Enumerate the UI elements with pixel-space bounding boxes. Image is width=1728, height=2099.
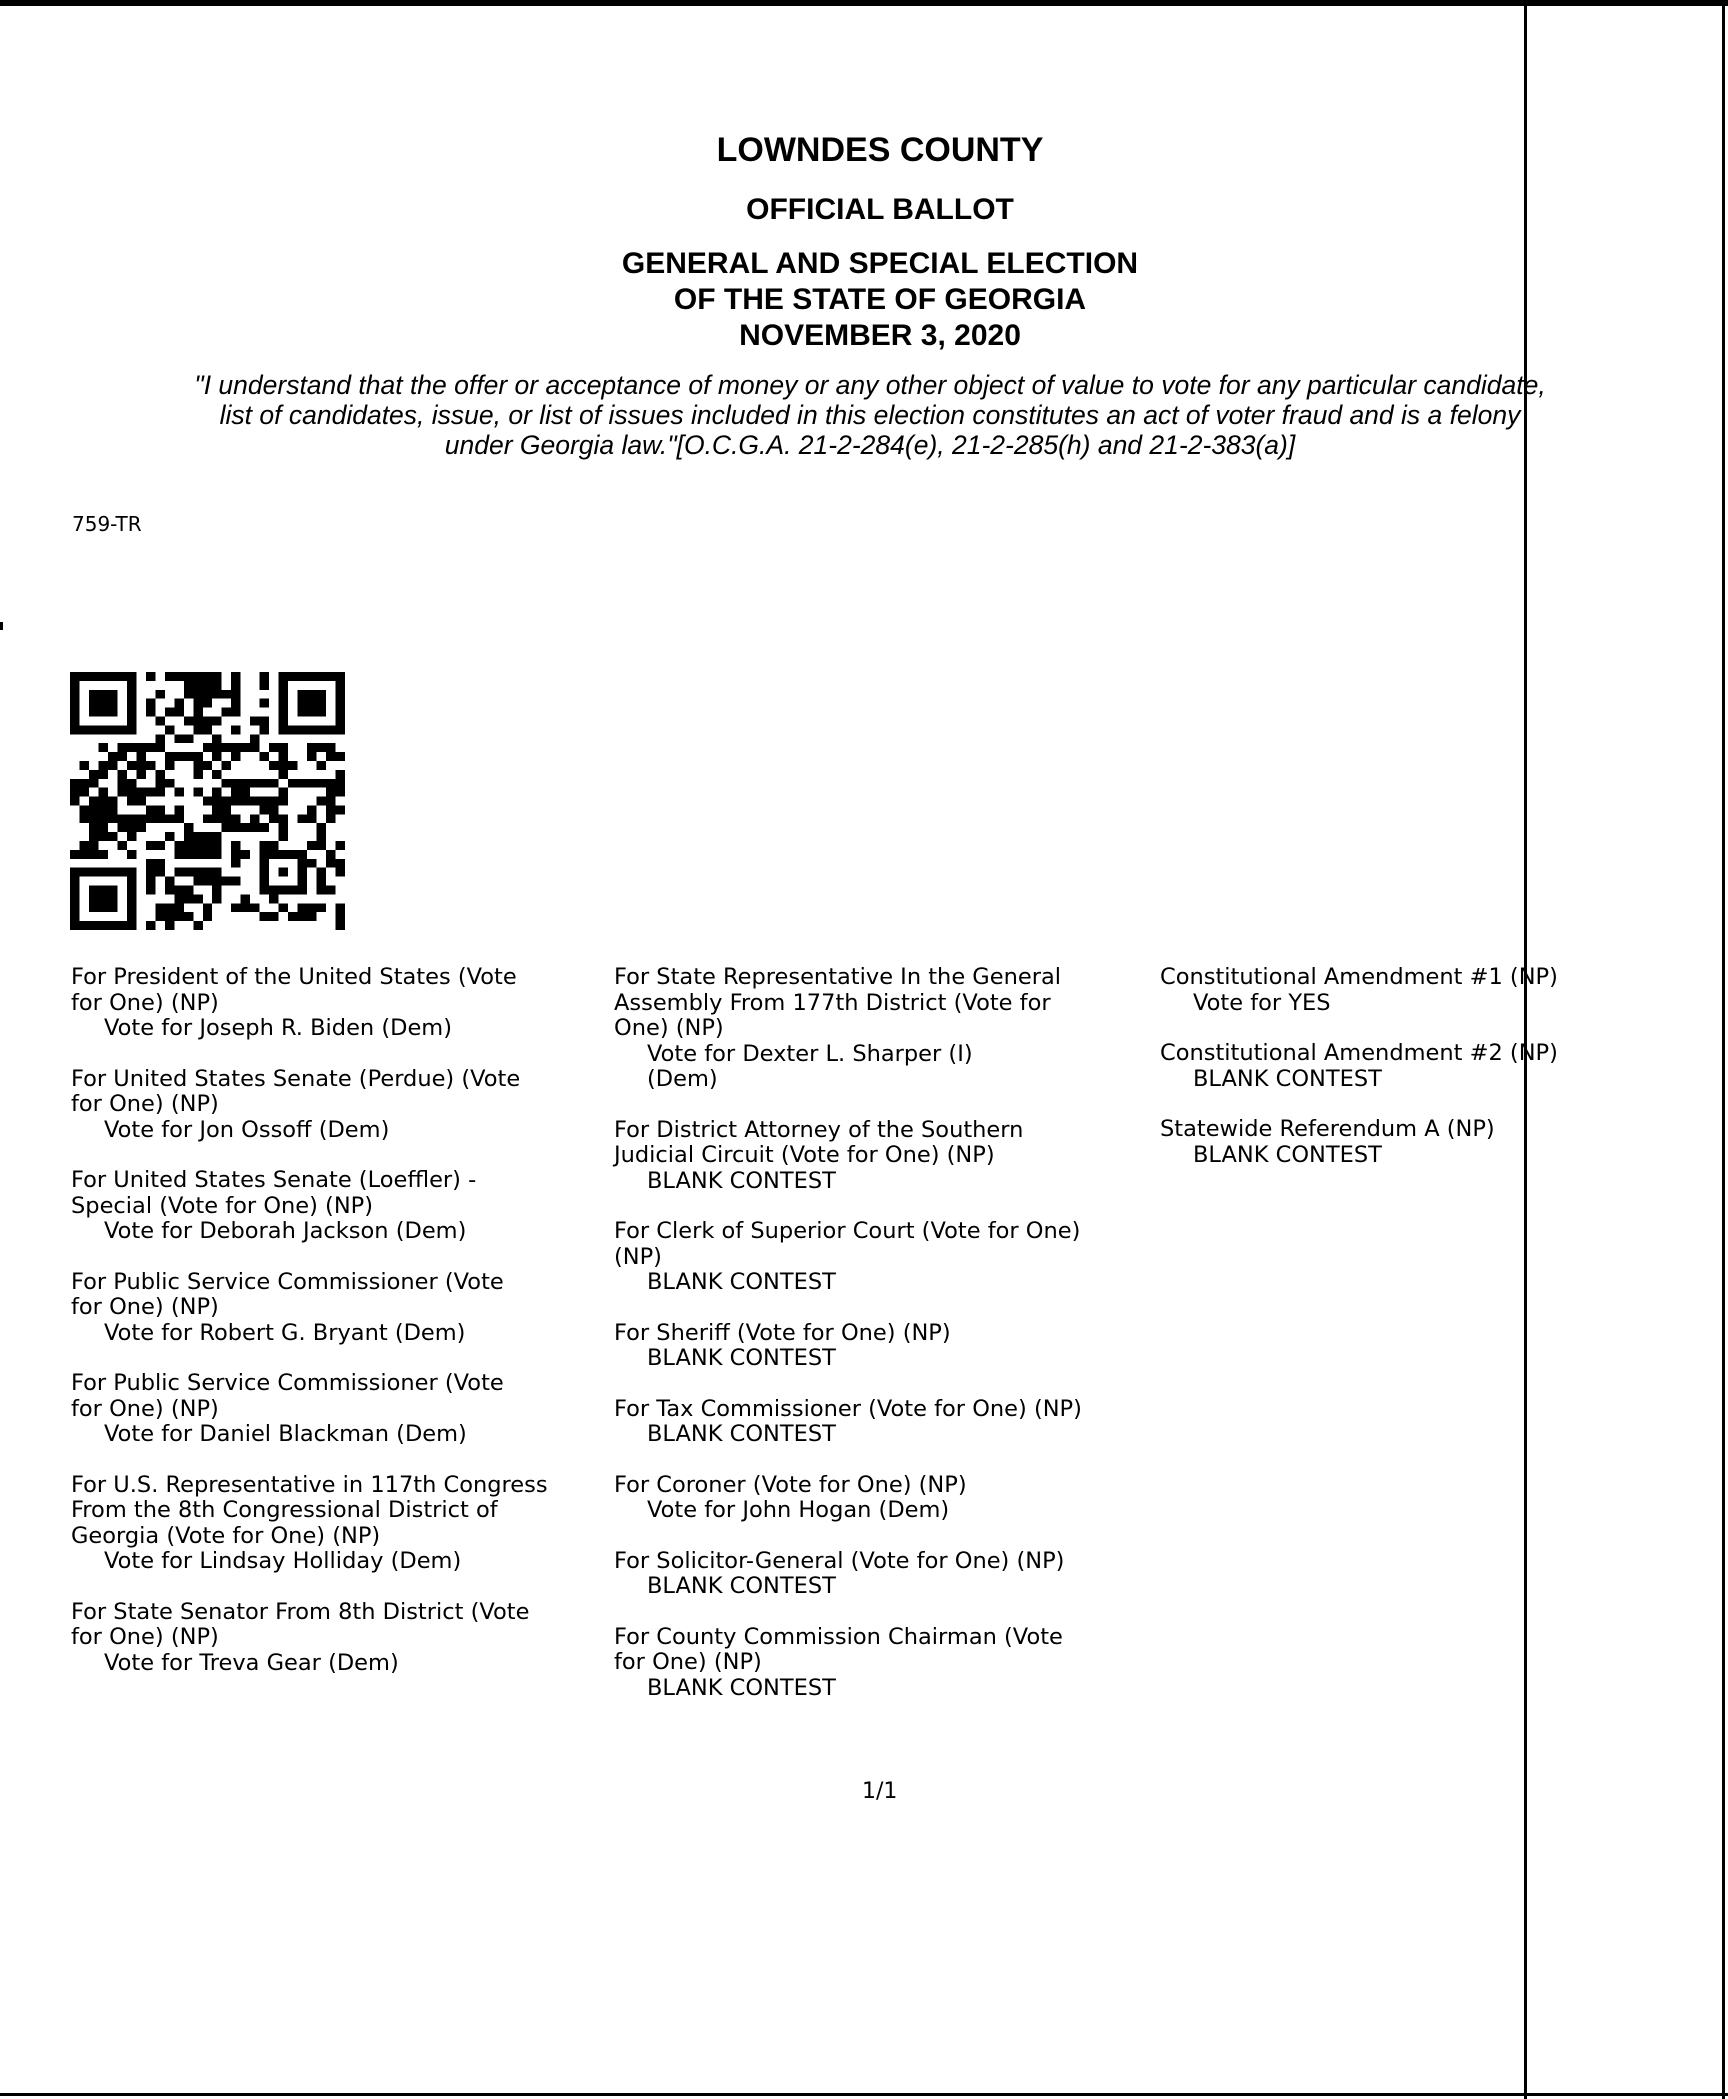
contest-title: For Public Service Commissioner (Vote for One) (NP) [71,1370,504,1422]
contest-selection: Vote for Dexter L. Sharper (I) (Dem) [647,1040,973,1092]
contest-title: For District Attorney of the Southern Judicial Circuit (Vote for One) (NP) [614,1116,1024,1168]
election-date: NOVEMBER 3, 2020 [739,319,1021,352]
top-border [0,0,1728,6]
contest-title: Constitutional Amendment #1 (NP) [1160,964,1558,990]
contest-item [71,1067,611,1144]
contest-item [71,1600,611,1677]
contest-selection: Vote for Jon Ossoff (Dem) [104,1116,390,1143]
contest-selection: BLANK CONTEST [647,1573,836,1599]
contest-item [71,1270,611,1347]
contest-title: For County Commission Chairman (Vote for One) (NP) [614,1623,1063,1675]
contest-item [1160,1041,1580,1092]
election-title-line-1: GENERAL AND SPECIAL ELECTION [621,247,1139,280]
contest-selection: BLANK CONTEST [647,1345,836,1371]
contest-title: For United States Senate (Loeffler) - Special (Vote for One) (NP) [71,1167,477,1219]
contest-item [1160,1117,1580,1168]
left-edge-mark [0,622,3,630]
contest-selection: BLANK CONTEST [1193,1065,1382,1092]
contest-selection: Vote for YES [1193,989,1331,1016]
contest-title: For Tax Commissioner (Vote for One) (NP) [614,1395,1082,1422]
qr-code [70,672,345,930]
contest-item [614,1625,1174,1702]
contest-selection: Vote for John Hogan (Dem) [647,1497,950,1523]
contest-selection: BLANK CONTEST [647,1269,836,1295]
contest-column-middle [614,965,1174,1726]
contest-item [71,965,611,1042]
election-title [0,246,1728,354]
contest-selection: Vote for Robert G. Bryant (Dem) [104,1319,466,1346]
notice-line-3: under Georgia law."[O.C.G.A. 21-2-284(e), 21-2-285(h) and 21-2-383(a)] [444,430,1296,460]
contest-title: Constitutional Amendment #2 (NP) [1160,1040,1558,1066]
contest-title: For United States Senate (Perdue) (Vote for One) (NP) [71,1065,521,1117]
contest-selection: Vote for Daniel Blackman (Dem) [104,1421,467,1447]
contest-selection: BLANK CONTEST [1193,1141,1382,1168]
contest-selection: Vote for Deborah Jackson (Dem) [104,1218,467,1244]
contest-title: For Clerk of Superior Court (Vote for One) (NP) [614,1218,1081,1270]
page-number: 1/1 [862,1779,898,1804]
contest-selection: BLANK CONTEST [647,1167,836,1194]
contest-item [614,1397,1174,1448]
contest-title: For President of the United States (Vote for One) (NP) [71,964,517,1016]
contest-item [614,1321,1174,1372]
contest-selection: BLANK CONTEST [647,1421,836,1447]
election-title-line-2: OF THE STATE OF GEORGIA [673,283,1087,316]
contest-item [614,1473,1174,1524]
voter-fraud-notice [60,370,1680,460]
contest-item [71,1168,611,1245]
contest-title: For Public Service Commissioner (Vote for One) (NP) [71,1268,504,1320]
contest-item [614,1549,1174,1600]
contest-title: For State Senator From 8th District (Vote for One) (NP) [71,1598,530,1650]
notice-line-1: "I understand that the offer or acceptance of money or any other object of value to vote for any particular candidate, [194,370,1546,400]
contest-column-left [71,965,611,1701]
contest-title: For Coroner (Vote for One) (NP) [614,1471,967,1498]
contest-item [1160,965,1580,1016]
contest-item [614,1219,1174,1296]
contest-selection: Vote for Lindsay Holliday (Dem) [104,1548,462,1574]
contest-title: For State Representative In the General Assembly From 177th District (Vote for One) (NP) [614,964,1061,1041]
bottom-border [0,2093,1728,2096]
contest-title: For Sheriff (Vote for One) (NP) [614,1319,951,1346]
notice-line-2: list of candidates, issue, or list of issues included in this election constitutes an act of voter fraud and is a felony [219,400,1521,430]
county-title: LOWNDES COUNTY [716,131,1044,169]
contest-item [71,1371,611,1448]
contest-item [614,1118,1174,1195]
contest-title: Statewide Referendum A (NP) [1160,1116,1495,1142]
contest-column-right [1160,965,1580,1193]
contest-title: For Solicitor-General (Vote for One) (NP) [614,1547,1065,1574]
contest-title: For U.S. Representative in 117th Congress From the 8th Congressional District of Georgia (Vote for One) (NP) [71,1471,548,1549]
contest-item [71,1473,611,1575]
ballot-header [0,130,1728,354]
ballot-type-title: OFFICIAL BALLOT [746,193,1014,226]
contest-selection: BLANK CONTEST [647,1674,836,1701]
contest-selection: Vote for Treva Gear (Dem) [104,1649,399,1676]
ballot-style-code: 759-TR [72,512,142,536]
contest-item [614,965,1174,1093]
contest-selection: Vote for Joseph R. Biden (Dem) [104,1015,452,1041]
